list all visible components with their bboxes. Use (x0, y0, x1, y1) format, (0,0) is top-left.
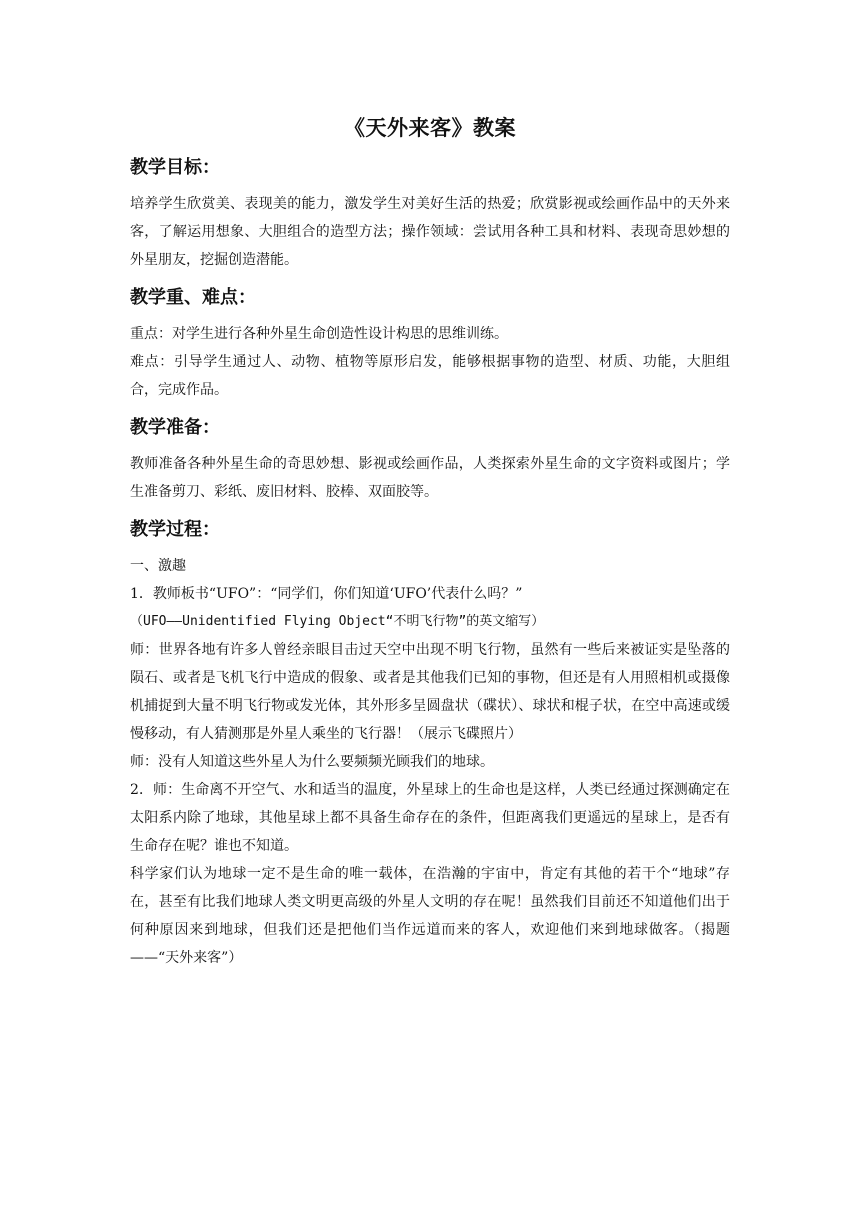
section-heading: 教学过程： (130, 519, 220, 540)
section-teaching-goals (130, 154, 730, 274)
paragraph: （UFO——Unidentified Flying Object“不明飞行物”的英文缩写） (130, 614, 545, 629)
section-heading: 教学目标： (130, 157, 220, 178)
paragraph: 培养学生欣赏美、表现美的能力，激发学生对美好生活的热爱；欣赏影视或绘画作品中的天外来客，了解运用想象、大胆组合的造型方法；操作领域：尝试用各种工具和材料、表现奇思妙想的外星朋友，挖掘创造潜能。 (130, 196, 730, 268)
section-process (130, 516, 730, 972)
paragraph: 师：没有人知道这些外星人为什么要频频光顾我们的地球。 (130, 754, 494, 770)
paragraph: 科学家们认为地球一定不是生命的唯一载体，在浩瀚的宇宙中，肯定有其他的若干个“地球”存在，甚至有比我们地球人类文明更高级的外星人文明的存在呢！虽然我们目前还不知道他们出于何种原因来到地球，但我们还是把他们当作远道而来的客人，欢迎他们来到地球做客。（揭题——“天外来客”） (130, 866, 730, 966)
section-preparation (130, 414, 730, 506)
paragraph: 教师准备各种外星生命的奇思妙想、影视或绘画作品，人类探索外星生命的文字资料或图片；学生准备剪刀、彩纸、废旧材料、胶棒、双面胶等。 (130, 456, 730, 500)
paragraph: 师：世界各地有许多人曾经亲眼目击过天空中出现不明飞行物，虽然有一些后来被证实是坠落的陨石、或者是飞机飞行中造成的假象、或者是其他我们已知的事物，但还是有人用照相机或摄像机捕捉到大量不明飞行物或发光体，其外形多呈圆盘状（碟状）、球状和棍子状，在空中高速或缓慢移动，有人猜测那是外星人乘坐的飞行器！（展示飞碟照片） (130, 642, 730, 742)
paragraph: 重点：对学生进行各种外星生命创造性设计构思的思维训练。 (130, 326, 508, 342)
document-page (130, 112, 730, 976)
section-heading: 教学准备： (130, 417, 220, 438)
document-title: 《天外来客》教案 (344, 116, 516, 140)
section-key-points (130, 284, 730, 404)
paragraph: 一、激趣 (130, 558, 186, 574)
paragraph: 难点：引导学生通过人、动物、植物等原形启发，能够根据事物的造型、材质、功能，大胆组合，完成作品。 (130, 354, 730, 398)
section-heading: 教学重、难点： (130, 287, 256, 308)
paragraph: 2．师：生命离不开空气、水和适当的温度，外星球上的生命也是这样，人类已经通过探测确定在太阳系内除了地球，其他星球上都不具备生命存在的条件，但距离我们更遥远的星球上，是否有生命存在呢？谁也不知道。 (130, 782, 730, 854)
paragraph: 1．教师板书“UFO”：“同学们，你们知道‘UFO’代表什么吗？” (130, 586, 523, 602)
